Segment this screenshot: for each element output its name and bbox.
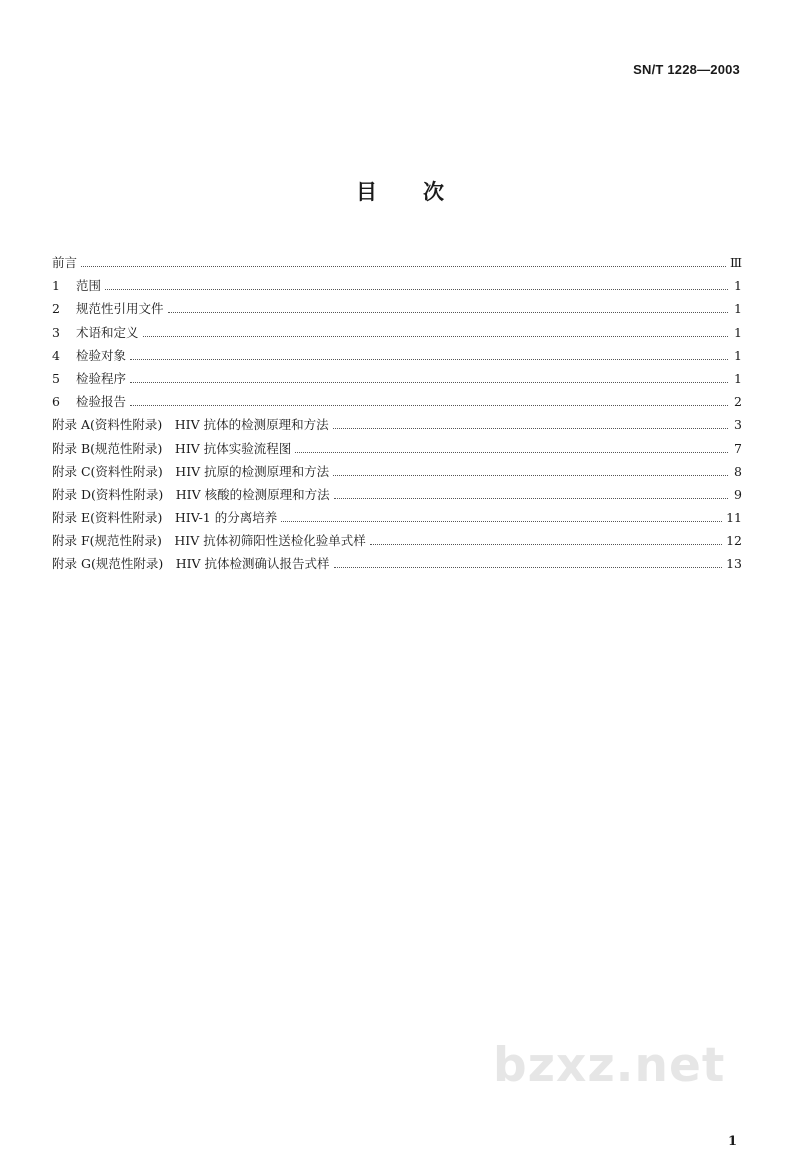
- toc-entry-page: 7: [734, 440, 742, 456]
- toc-entry-appendix-c[interactable]: [52, 460, 742, 483]
- toc-entry-foreword[interactable]: [52, 251, 742, 274]
- toc-entry-page: 1: [734, 347, 742, 363]
- toc-entry-appendix-a[interactable]: [52, 413, 742, 436]
- toc-entry-number: 2: [52, 301, 60, 317]
- toc-entry-page: 1: [734, 278, 742, 294]
- toc-entry-3[interactable]: [52, 321, 742, 344]
- toc-leader-dots: [334, 567, 723, 568]
- toc-entry-5[interactable]: [52, 367, 742, 390]
- toc-entry-page: 13: [726, 556, 742, 572]
- toc-entry-label: 附录 C(资料性附录) HIV 抗原的检测原理和方法: [52, 463, 330, 479]
- toc-entry-label: 检验报告: [76, 394, 127, 410]
- page-number: 1: [727, 1134, 737, 1149]
- toc-entry-label: 检验程序: [76, 370, 127, 386]
- toc-entry-page: 1: [734, 324, 742, 340]
- table-of-contents: [52, 251, 742, 576]
- toc-entry-appendix-f[interactable]: [52, 529, 742, 552]
- toc-entry-page: 1: [734, 370, 742, 386]
- toc-entry-label: 前言: [52, 255, 78, 270]
- toc-entry-page: Ⅲ: [729, 255, 742, 270]
- toc-entry-appendix-g[interactable]: [52, 552, 742, 575]
- toc-entry-appendix-d[interactable]: [52, 483, 742, 506]
- toc-entry-number: 3: [52, 324, 60, 340]
- toc-entry-page: 3: [734, 417, 742, 433]
- toc-entry-page: 9: [734, 486, 742, 502]
- toc-entry-label: 附录 B(规范性附录) HIV 抗体实验流程图: [52, 440, 292, 456]
- toc-entry-label: 附录 A(资料性附录) HIV 抗体的检测原理和方法: [52, 417, 329, 433]
- toc-leader-dots: [130, 382, 728, 383]
- toc-entry-1[interactable]: [52, 274, 742, 297]
- toc-entry-page: 2: [734, 394, 742, 410]
- toc-entry-number: 5: [52, 370, 60, 386]
- toc-leader-dots: [168, 312, 728, 313]
- toc-entry-label: 附录 D(资料性附录) HIV 核酸的检测原理和方法: [52, 486, 330, 502]
- toc-leader-dots: [81, 266, 726, 267]
- toc-leader-dots: [370, 544, 722, 545]
- toc-entry-label: 规范性引用文件: [76, 301, 164, 317]
- toc-leader-dots: [333, 475, 728, 476]
- toc-leader-dots: [295, 452, 728, 453]
- toc-entry-label: 附录 F(规范性附录) HIV 抗体初筛阳性送检化验单式样: [52, 533, 366, 549]
- toc-leader-dots: [105, 289, 728, 290]
- toc-entry-page: 11: [726, 510, 742, 526]
- toc-entry-label: 附录 G(规范性附录) HIV 抗体检测确认报告式样: [52, 556, 330, 572]
- watermark: bzxz.net: [493, 1038, 726, 1093]
- toc-entry-number: 4: [52, 347, 60, 363]
- toc-leader-dots: [333, 428, 728, 429]
- toc-entry-appendix-e[interactable]: [52, 506, 742, 529]
- toc-leader-dots: [281, 521, 722, 522]
- toc-entry-appendix-b[interactable]: [52, 437, 742, 460]
- toc-entry-number: 6: [52, 394, 60, 410]
- toc-entry-label: 范围: [76, 278, 102, 294]
- toc-leader-dots: [130, 359, 728, 360]
- toc-entry-page: 8: [734, 463, 742, 479]
- toc-entry-label: 检验对象: [76, 347, 127, 363]
- toc-leader-dots: [130, 405, 728, 406]
- toc-entry-label: 附录 E(资料性附录) HIV-1 的分离培养: [52, 510, 278, 526]
- toc-entry-2[interactable]: [52, 297, 742, 320]
- page-title: 目次: [356, 180, 490, 204]
- toc-entry-6[interactable]: [52, 390, 742, 413]
- toc-leader-dots: [334, 498, 728, 499]
- standard-code: SN/T 1228—2003: [633, 62, 740, 77]
- toc-entry-label: 术语和定义: [76, 324, 139, 340]
- toc-leader-dots: [143, 336, 728, 337]
- toc-entry-page: 1: [734, 301, 742, 317]
- toc-entry-number: 1: [52, 278, 60, 294]
- toc-entry-4[interactable]: [52, 344, 742, 367]
- toc-entry-page: 12: [726, 533, 742, 549]
